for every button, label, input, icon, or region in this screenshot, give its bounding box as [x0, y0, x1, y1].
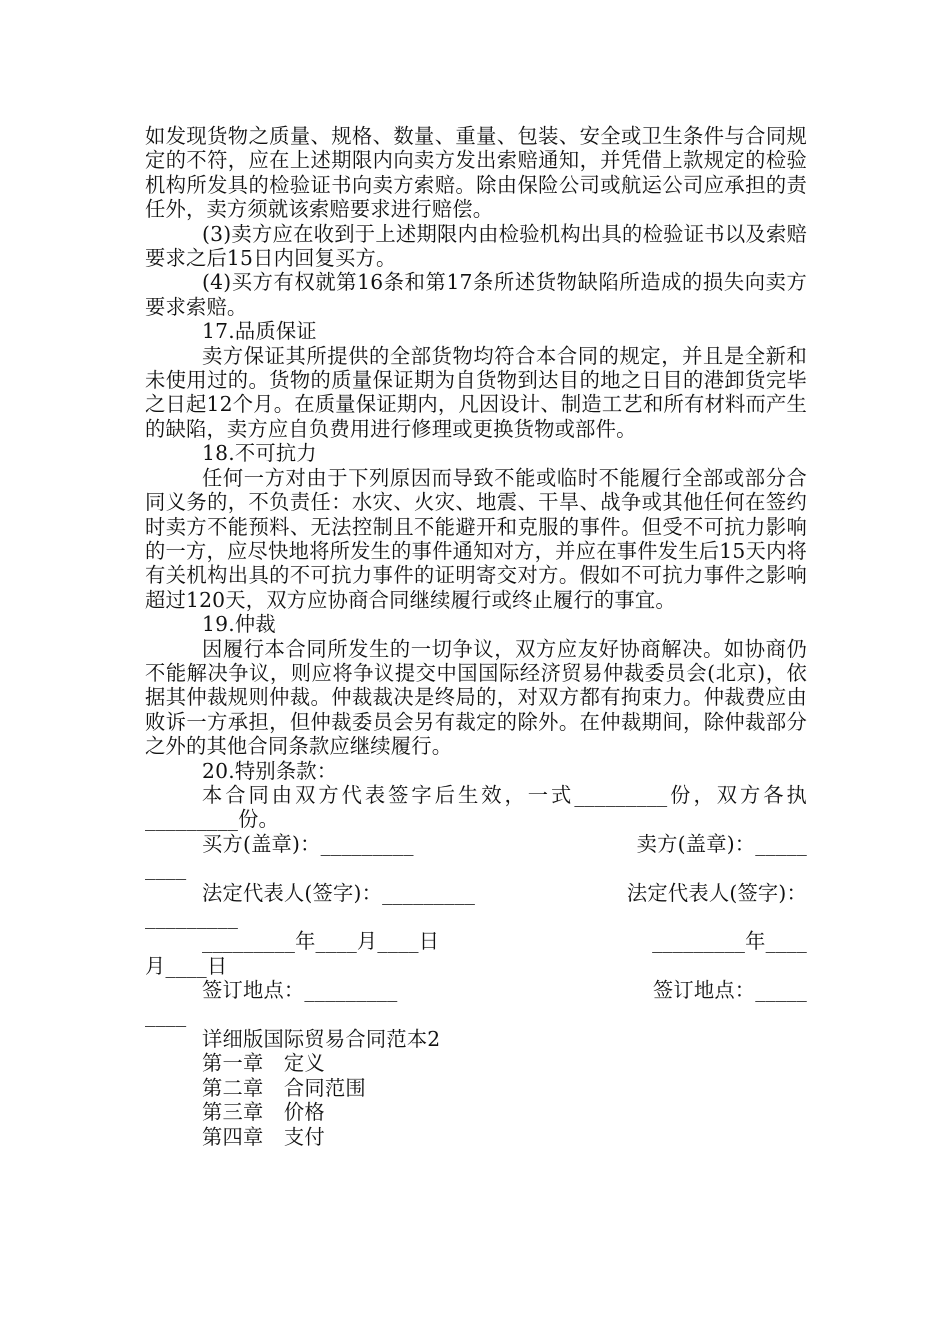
- claims-clause-3: (3)卖方应在收到于上述期限内由检验机构出具的检验证书以及索赔要求之后15日内回复买方。: [145, 221, 807, 271]
- section-heading-17: 17.品质保证: [202, 319, 317, 344]
- buyer-place-field: 签订地点：_________: [202, 978, 398, 1003]
- chapter-item: 第一章 定义: [202, 1051, 325, 1076]
- buyer-seal-field: 买方(盖章)：_________: [202, 831, 414, 856]
- seller-seal-field: 卖方(盖章)：_____: [636, 831, 807, 856]
- force-majeure-paragraph: 任何一方对由于下列原因而导致不能或临时不能履行全部或部分合同义务的，不负责任：水灾、火灾、地震、干旱、战争或其他任何在签约时卖方不能预料、无法控制且不能避开和克服的事件。但受不可抗力影响的一方，应尽快地将所发生的事件通知对方，并应在事件发生后15天内将有关机构出具的不可抗力事件的证明寄交对方。假如不可抗力事件之影响超过120天，双方应协商合同继续履行或终止履行的事宜。: [145, 465, 807, 612]
- next-contract-title: 详细版国际贸易合同范本2: [202, 1027, 441, 1052]
- buyer-representative-field: 法定代表人(签字)：_________: [202, 880, 476, 905]
- seller-representative-field: 法定代表人(签字)：: [626, 880, 807, 905]
- seller-place-field: 签订地点：_____: [652, 978, 807, 1003]
- claims-paragraph: 如发现货物之质量、规格、数量、重量、包装、安全或卫生条件与合同规定的不符，应在上述期限内向卖方发出索赔通知，并凭借上款规定的检验机构所发具的检验证书向卖方索赔。除由保险公司或航运公司应承担的责任外，卖方须就该索赔要求进行赔偿。: [145, 124, 807, 222]
- chapter-item: 第二章 合同范围: [202, 1075, 366, 1100]
- seller-representative-tail: _________: [145, 905, 239, 929]
- seller-date-tail: 月____日: [145, 953, 228, 978]
- quality-guarantee-paragraph: 卖方保证其所提供的全部货物均符合本合同的规定，并且是全新和未使用过的。货物的质量保证期为自货物到达目的地之日目的港卸货完毕之日起12个月。在质量保证期内，凡因设计、制造工艺和所有材料而产生的缺陷，卖方应自负费用进行修理或更换货物或部件。: [145, 343, 807, 441]
- place-row: [145, 978, 807, 1002]
- representative-row: [145, 881, 807, 905]
- arbitration-paragraph: 因履行本合同所发生的一切争议，双方应友好协商解决。如协商仍不能解决争议，则应将争议提交中国国际经济贸易仲裁委员会(北京)，依据其仲裁规则仲裁。仲裁裁决是终局的，对双方都有拘束力。仲裁费应由败诉一方承担，但仲裁委员会另有裁定的除外。在仲裁期间，除仲裁部分之外的其他合同条款应继续履行。: [145, 636, 807, 759]
- section-heading-20: 20.特别条款：: [202, 758, 338, 783]
- chapter-item: 第三章 价格: [202, 1100, 325, 1125]
- special-terms-paragraph: 本合同由双方代表签字后生效，一式_________份，双方各执_________份。: [145, 782, 807, 832]
- seal-row: [145, 832, 807, 856]
- section-heading-19: 19.仲裁: [202, 612, 276, 637]
- seller-seal-tail: ____: [145, 856, 187, 881]
- date-row: [145, 929, 807, 953]
- seller-date-field: _________年____: [652, 929, 807, 954]
- chapter-item: 第四章 支付: [202, 1124, 325, 1149]
- section-heading-18: 18.不可抗力: [202, 441, 317, 466]
- claims-clause-4: (4)买方有权就第16条和第17条所述货物缺陷所造成的损失向卖方要求索赔。: [145, 270, 807, 319]
- document-page: [145, 124, 807, 1149]
- buyer-date-field: _________年____月____日: [202, 929, 440, 954]
- seller-place-tail: ____: [145, 1002, 187, 1027]
